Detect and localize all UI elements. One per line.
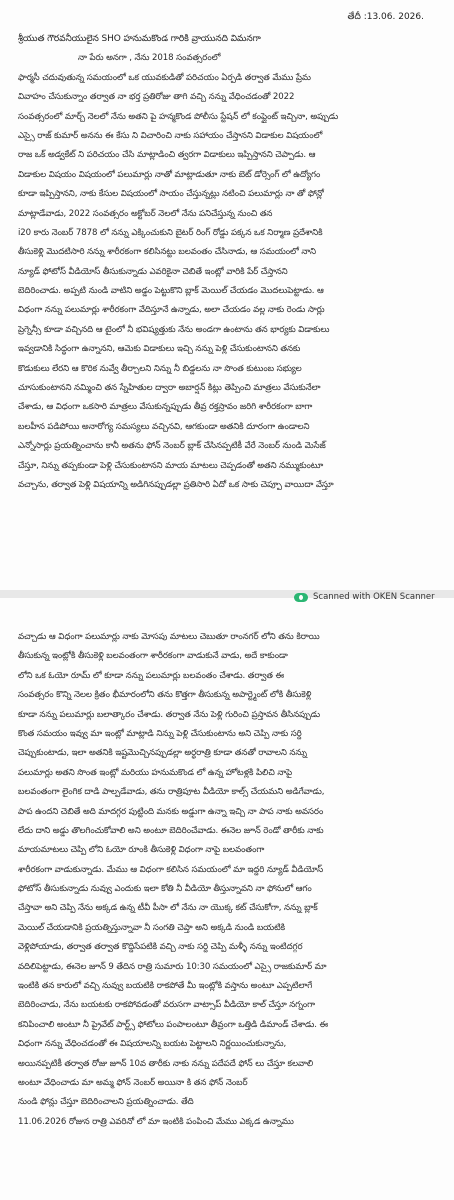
text-line: నా పేరు అనగా , నేను 2018 సంవత్సరంలో [78,53,221,64]
text-line: కొడుకులు లేరని ఆ కొరిక నువ్వే తీర్చాలని నిన్ను నీ బిడ్డలను నా సొంత కుటుంబ సభ్యుల [18,363,302,374]
text-line: సంవత్సరం కొన్ని నెలల క్రితం భీమారంలోని తను కొత్తగా తీసుకున్న అపార్ట్మెంట్ లోకి తీసుకెళ్లి [18,690,312,701]
text-line: వెళ్లిపోయాడు, తర్వాత తర్వాత కొద్దిసేపటికి వచ్చి నాకు సర్ది చెప్పి మళ్ళీ నన్ను ఇంటిదగ్గర [18,942,303,953]
text-line: వచ్చాడు ఆ విధంగా పలుమార్లు నాకు మోసపు మాటలు చెబుతూ రాంనగర్ లోని తను కిరాయి [18,632,320,642]
letter-date: తేదీ :13.06. 2026. [347,12,424,22]
scanner-watermark [294,592,435,602]
text-line: లేదు దాని అడ్డు తొలగించుకోవాలి అని అంటూ బెదిరించేవాడు. ఈనెల జూన్ రెండో తారీకు నాకు [18,825,324,836]
text-line: సంవత్సరంలో మార్చ్ నెలలో నేను అతని పై హన్మకొండ పోలీసు స్టేషన్ లో కంప్లైంట్ ఇచ్చినా, అప్పుడు [18,111,339,122]
text-line: రాజ ఒక్ అడ్వకేట్ ని పరిచయం చేసి మాట్లాడించి త్వరగా విడాకులు ఇప్పిస్తానని చెప్పాడు. ఆ [18,150,316,161]
text-line: శారీరకంగా వాడుకున్నాడు. మేము ఆ విధంగా కలిసిన సమయంలో మా ఇద్దరి న్యూడ్ వీడియోస్ [18,864,324,875]
text-line: కనిపించాలి అంటూ నీ ప్రైవేట్ పార్ట్స్ ఫోటోలు పంపాలంటూ తీవ్రంగా ఒత్తిడి డిమాండ్ చేశాడు. ఈ [18,1019,328,1030]
text-line: ఇంటికి తన కారులో వచ్చి నువ్వు బయటికి రాకపోతే మీ ఇంట్లోకి వస్తాను అంటూ ఎప్పటిలాగే [18,981,313,992]
text-line: కొంత సమయం ఇవ్వు మా ఇంట్లో మాట్లాడి నిన్ను పెళ్లి చేసుకుంటాను అని చెప్పి నాకు సర్ది [18,728,302,739]
text-line: కూడా ఇప్పిస్తానని, నాకు కేసుల విషయంలో సాయం చేస్తున్నట్లు నటించి పలుమార్లు నా తో ఫోన్లో [18,189,324,200]
letter-page-2 [0,598,454,1200]
text-line: చేస్తావా అని చెప్పి నేను అక్కడ ఉన్న టీవీ పీసా లో నేను నా యొక్క కట్ చేసుకోగా, నన్ను బ్లాక్ [18,903,318,914]
text-line: విడాకుల విషయం విషయంలో పలుమార్లు నాతో మాట్లాడుతూ నాకు బెట్ డోర్సెంగ్ లో ఉద్యోగం [18,169,321,180]
text-line: చేశాడు, ఆ విధంగా ఒకసారి మాత్రలు వేసుకున్నప్పుడు తీవ్ర రక్తస్రావం జరిగి శారీరకంగా బాగా [18,402,313,413]
text-line: ఎన్నోసార్లు ప్రయత్నించాను కానీ అతను ఫోన్ నెంబర్ బ్లాక్ చేసినప్పటికీ వేరే నెంబర్ నుండి మెసేజ్ [18,441,326,452]
text-line: తీసుకున్న ఇంట్లోకి తీసుకెళ్లి బలవంతంగా శారీరకంగా వాడుకునే వాడు, అదే కాకుండా [18,651,288,662]
scanner-label: Scanned with OKEN Scanner [313,592,435,602]
text-line: మాయమాటలు చెప్పి లోని ఓయో రూంకి తీసుకెళ్లి విధంగా నాపై బలవంతంగా [18,845,265,856]
text-line: బెదిరించాడు. అప్పటి నుండి వాటిని అడ్డం పెట్టుకొని బ్లాక్ మెయిల్ చేయడం మొదలుపెట్టాడు. ఆ [18,286,324,297]
text-line: పలుమార్లు అతని సొంత ఇంట్లో మరియు హనుమకొండ లో ఉన్న హోటళ్లకి పిలిచి నాపై [18,767,293,778]
text-line: ప్రెగ్నెన్సీ కూడా వచ్చినది ఆ టైంలో నీ భవిష్యత్తుకు నేను అండగా ఉంటాను తన భార్యకు విడాకులు [18,324,330,335]
text-line: శ్రీయుత గౌరవనీయులైన SHO హనుమకొండ గారికి వ్రాయునది విమనగా [18,34,261,44]
page-1-body [18,30,444,495]
text-line: ఇవ్వడానికి సిద్ధంగా ఉన్నానని, ఆమెకు విడాకులు ఇచ్చి నన్ను పెళ్లి చేసుకుంటానని తనకు [18,344,301,355]
text-line: చెప్పుకుంటాడు, ఇలా అతనికి ఇష్టమొచ్చినప్పుడల్లా అర్ధరాత్రి కూడా తనతో రావాలని నన్ను [18,748,307,759]
text-line: ఫోటోస్ తీసుకున్నాడు నువ్వు ఎందుకు ఇలా కోతి నీ వీడియో తీస్తున్నావని నా ఫోనులో ఆగం [18,884,312,895]
text-line: న్యూడ్ ఫోటోస్ వీడియోస్ తీసుకున్నాడు ఎవరికైనా చెబితే ఇంట్లో వారికి పేర్ చేస్తానని [18,266,288,277]
text-line: చేస్తూ, నిన్ను తప్పకుండా పెళ్లి చేసుకుంటానని మాయ మాటలు చెప్పడంతో అతని నమ్ముకుంటూ [18,460,324,471]
text-line: ఫార్మసీ చదువుతున్న సమయంలో ఒక యువకుడితో పరిచయం ఏర్పడి తర్వాత మేము ప్రేమ [18,72,311,83]
text-line: బెదిరించాడు, నేను బయటకు రాకపోవడంతో వరుసగా వాట్సాప్ వీడియో కాల్ చేస్తూ నగ్నంగా [18,1000,315,1011]
text-line: చూసుకుంటానని నమ్మించి తన స్నేహితుల ద్వారా అబార్షన్ కిట్లు తెప్పించి మాత్రలు వేసుకునేలా [18,383,321,394]
text-line: లోని ఒక ఓయో రూమ్ లో కూడా నన్ను పలుమార్లు బలవంతం చేశాడు. తర్వాత ఈ [18,670,284,681]
text-line: వచ్చాను, తర్వాత పెళ్లి విషయాన్ని అడిగినప్పుడల్లా ప్రతిసారి ఏదో ఒక సాకు చెప్పూ వాయిదా వేస్తూ [18,479,334,490]
text-line: వివాహం చేసుకున్నాం తర్వాత నా భర్త ప్రతిరోజు తాగి వచ్చి నన్ను వేధించడంతో 2022 [18,92,295,103]
text-line: మెయిల్ చేయడానికి ప్రయత్నిస్తున్నావా నీ సంగతి చెప్తా అని అక్కడి నుండి బయటికి [18,922,286,933]
text-line: అయినప్పటికీ తర్వాత రోజు జూన్ 10వ తారీకు నాకు నన్ను పదేపదే ఫోన్ లు చేస్తూ కలవాలి [18,1058,314,1069]
text-line: అంటూ వేధించాడు మా అమ్మ ఫోన్ నెంబర్ అయినా కి తన ఫోన్ నెంబర్ [18,1077,248,1088]
text-line: మాట్లాడేవాడు, 2022 సంవత్సరం అక్టోబర్ నెలలో నేను పనిచేస్తున్న నుంచి తన [18,208,273,219]
text-line: ఎస్సై రాజ్ కుమార్ అనను ఈ కేసు ని విచారించి నాకు సహాయం చేస్తానని విడాకుల విషయంలో [18,130,323,141]
text-line: బలవంతంగా లైంగిక దాడి పాల్పడేవాడు, తను రాత్రిపూట వీడియో కాల్స్ చేయమని అడిగేవాడు, [18,787,325,798]
text-line: 11.06.2026 రోజున రాత్రి ఎవరినో లో మా ఇంటికి పంపించి మేము ఎక్కడ ఉన్నాము [18,1116,294,1127]
text-line: వదిలిపెట్టాడు, ఈనెల జూన్ 9 తేదిన రాత్రి సుమారు 10:30 సమయంలో ఎస్సై రాజకుమార్ మా [18,961,327,972]
page-2-body [18,628,444,1132]
letter-page-1 [0,0,454,590]
text-line: తీసుకెళ్లి మొదటిసారి నన్ను శారీరకంగా కలిసినట్టు బలవంతం చేసినాడు, ఆ సమయంలో నాని [18,247,316,258]
text-line: i20 కారు నెంబర్ 7878 లో నన్ను ఎక్కించుకుని బైటర్ రింగ్ రోడ్డు పక్కన ఒక నిర్మాణ ప్రదేశానికి [18,227,323,238]
text-line: బలహీన పడిపోయి అనారోగ్య సమస్యలు వచ్చినవి, ఆగకుండా అతనికి దూరంగా ఉండాలని [18,421,310,432]
oken-scanner-icon [294,593,308,602]
text-line: విధంగా నన్ను పలుమార్లు శారీరకంగా వేదిస్తూనే ఉన్నాడు, అలా చేయడం వల్ల నాకు రెండు సార్లు [18,305,325,316]
text-line: నుండి ఫోన్లు చేస్తూ బెదిరించాలని ప్రయత్నించాడు. తేది [18,1097,194,1108]
text-line: విధంగా నన్ను వేధించడంతో ఈ విషయాలన్ని బయట పెట్టాలని నిర్ణయించుకున్నాను, [18,1039,287,1050]
text-line: పాప ఉందని చెబితే అది మాదగ్గర పుట్టింది మనకు అడ్డుగా ఉన్నా ఇచ్చి నా పాప నాకు అవసరం [18,806,324,817]
text-line: కూడా నన్ను పలుమార్లు బలాత్కారం చేశాడు. తర్వాత నేను పెళ్లి గురించి ప్రస్తావన తీసినప్పుడు [18,709,320,720]
